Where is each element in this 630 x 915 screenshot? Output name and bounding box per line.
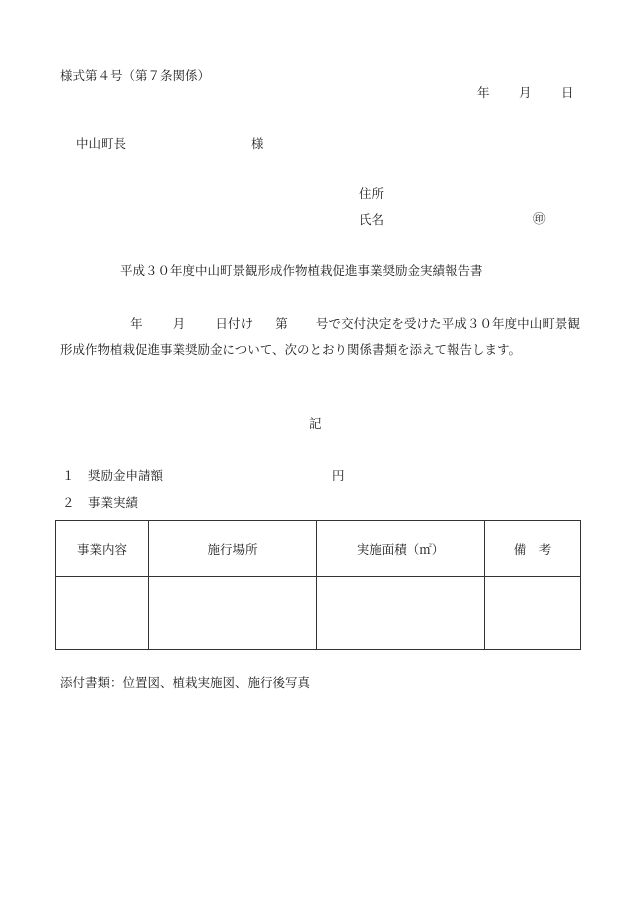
body-year: 年: [130, 316, 143, 331]
item-1-num: １: [62, 468, 75, 483]
table-header-row: [56, 521, 581, 577]
item-2-num: ２: [62, 495, 75, 510]
body-month: 月: [172, 316, 186, 331]
body-date-suffix: 日付け: [215, 316, 254, 331]
attachments-note: 添付書類：位置図、植栽実施図、施行後写真: [60, 675, 311, 690]
body-text: 号で交付決定を受けた平成３０年度中山町景観形成作物植栽促進事業奨励金について、次のとおり関係書類を添えて報告します。: [60, 316, 580, 357]
item-1-unit: 円: [332, 468, 345, 483]
addressee-name: 中山町長: [76, 136, 127, 151]
address-label: 住所: [359, 186, 385, 201]
body-paragraph: [60, 311, 580, 363]
date-month: 月: [519, 85, 532, 100]
ki-heading: 記: [309, 416, 322, 431]
document-title: 平成３０年度中山町景観形成作物植栽促進事業奨励金実績報告書: [120, 263, 483, 278]
header-content: 事業内容: [56, 521, 149, 577]
body-dai: 第: [275, 316, 288, 331]
table-cell: [149, 577, 317, 650]
seal-mark: ㊞: [533, 211, 546, 226]
item-2-label: 事業実績: [88, 495, 139, 510]
header-location: 施行場所: [149, 521, 317, 577]
table-cell: [56, 577, 149, 650]
table-cell: [485, 577, 581, 650]
date-day: 日: [561, 85, 574, 100]
table-cell: [317, 577, 485, 650]
header-remarks: 備 考: [485, 521, 581, 577]
header-area: 実施面積（㎡）: [317, 521, 485, 577]
name-label: 氏名: [359, 212, 385, 227]
table-row: [56, 577, 581, 650]
addressee-honorific: 様: [251, 136, 264, 151]
item-1-label: 奨励金申請額: [88, 468, 164, 483]
date-year: 年: [477, 85, 490, 100]
form-label: 様式第４号（第７条関係）: [60, 68, 211, 83]
results-table: [55, 520, 581, 650]
